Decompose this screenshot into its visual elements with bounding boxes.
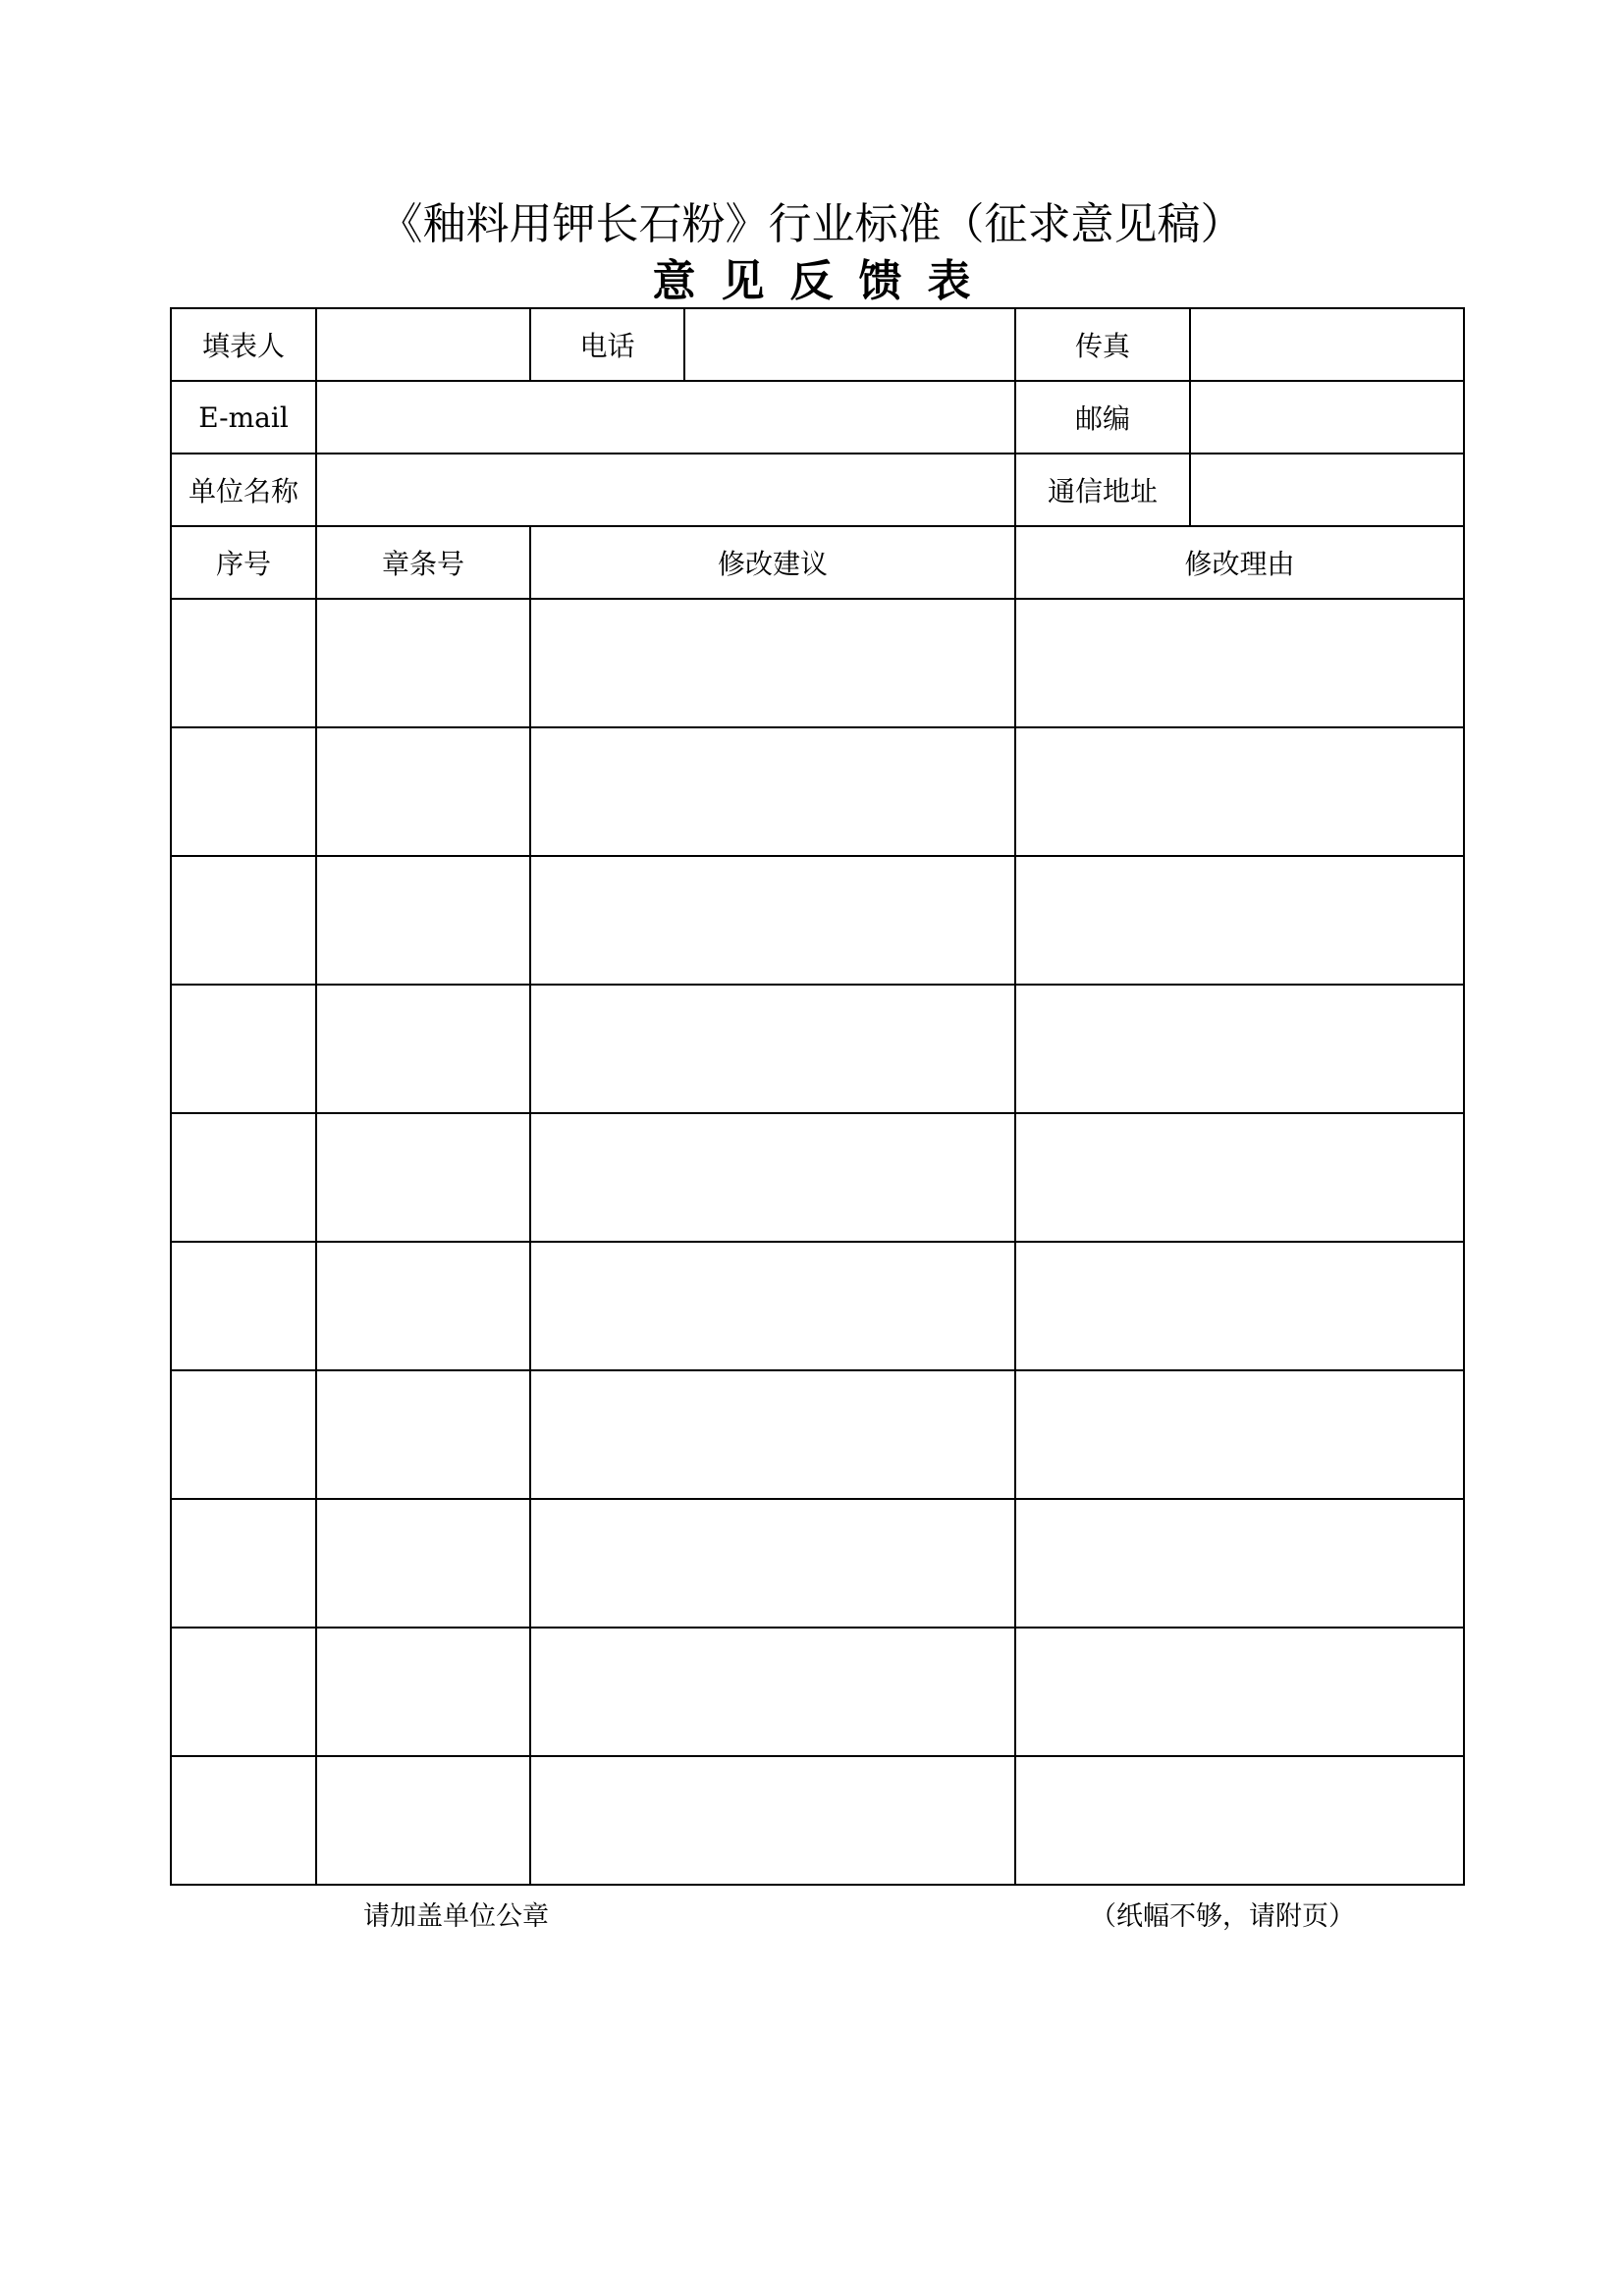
document-subtitle: 意见反馈表 [652, 256, 997, 306]
suggestion-cell[interactable] [530, 599, 1015, 727]
org-field[interactable] [316, 454, 1015, 526]
column-header-suggestion: 修改建议 [530, 526, 1015, 599]
reason-cell[interactable] [1015, 1113, 1464, 1242]
clause-cell[interactable] [316, 727, 530, 856]
reason-cell[interactable] [1015, 1756, 1464, 1885]
suggestion-cell[interactable] [530, 1628, 1015, 1756]
seq-cell[interactable] [171, 1499, 316, 1628]
clause-cell[interactable] [316, 599, 530, 727]
feedback-form-table [170, 307, 1465, 1886]
suggestion-cell[interactable] [530, 1499, 1015, 1628]
clause-cell[interactable] [316, 1113, 530, 1242]
postcode-label: 邮编 [1015, 381, 1190, 454]
clause-cell[interactable] [316, 856, 530, 985]
org-label: 单位名称 [171, 454, 316, 526]
seq-cell[interactable] [171, 1370, 316, 1499]
info-row-org [171, 454, 1464, 526]
seq-cell[interactable] [171, 1242, 316, 1370]
email-field[interactable] [316, 381, 1015, 454]
suggestion-cell[interactable] [530, 727, 1015, 856]
feedback-row [171, 856, 1464, 985]
info-row-contact [171, 308, 1464, 381]
feedback-row [171, 1499, 1464, 1628]
clause-cell[interactable] [316, 1370, 530, 1499]
feedback-row [171, 1628, 1464, 1756]
feedback-row [171, 1370, 1464, 1499]
suggestion-cell[interactable] [530, 1370, 1015, 1499]
info-row-email [171, 381, 1464, 454]
reason-cell[interactable] [1015, 1499, 1464, 1628]
seq-cell[interactable] [171, 856, 316, 985]
filler-label: 填表人 [171, 308, 316, 381]
reason-cell[interactable] [1015, 727, 1464, 856]
suggestion-cell[interactable] [530, 856, 1015, 985]
suggestion-cell[interactable] [530, 1113, 1015, 1242]
reason-cell[interactable] [1015, 1628, 1464, 1756]
address-label: 通信地址 [1015, 454, 1190, 526]
fax-field[interactable] [1190, 308, 1464, 381]
suggestion-cell[interactable] [530, 1756, 1015, 1885]
reason-cell[interactable] [1015, 1242, 1464, 1370]
page-note: （纸幅不够，请附页） [1090, 1901, 1355, 1932]
column-header-seq: 序号 [171, 526, 316, 599]
seq-cell[interactable] [171, 1113, 316, 1242]
clause-cell[interactable] [316, 1242, 530, 1370]
suggestion-cell[interactable] [530, 1242, 1015, 1370]
filler-field[interactable] [316, 308, 530, 381]
phone-label: 电话 [530, 308, 684, 381]
address-field[interactable] [1190, 454, 1464, 526]
reason-cell[interactable] [1015, 1370, 1464, 1499]
clause-cell[interactable] [316, 1499, 530, 1628]
phone-field[interactable] [684, 308, 1015, 381]
feedback-row [171, 599, 1464, 727]
reason-cell[interactable] [1015, 599, 1464, 727]
feedback-row [171, 1242, 1464, 1370]
feedback-row [171, 1113, 1464, 1242]
postcode-field[interactable] [1190, 381, 1464, 454]
reason-cell[interactable] [1015, 985, 1464, 1113]
column-header-reason: 修改理由 [1015, 526, 1464, 599]
clause-cell[interactable] [316, 1628, 530, 1756]
document-title: 《釉料用钾长石粉》行业标准（征求意见稿） [379, 199, 1244, 249]
seq-cell[interactable] [171, 727, 316, 856]
seq-cell[interactable] [171, 1628, 316, 1756]
clause-cell[interactable] [316, 985, 530, 1113]
seq-cell[interactable] [171, 599, 316, 727]
suggestion-cell[interactable] [530, 985, 1015, 1113]
feedback-row [171, 1756, 1464, 1885]
fax-label: 传真 [1015, 308, 1190, 381]
reason-cell[interactable] [1015, 856, 1464, 985]
clause-cell[interactable] [316, 1756, 530, 1885]
column-header-clause: 章条号 [316, 526, 530, 599]
email-label: E-mail [171, 381, 316, 454]
seal-note: 请加盖单位公章 [363, 1901, 549, 1932]
feedback-row [171, 727, 1464, 856]
seq-cell[interactable] [171, 985, 316, 1113]
column-header-row [171, 526, 1464, 599]
seq-cell[interactable] [171, 1756, 316, 1885]
feedback-row [171, 985, 1464, 1113]
